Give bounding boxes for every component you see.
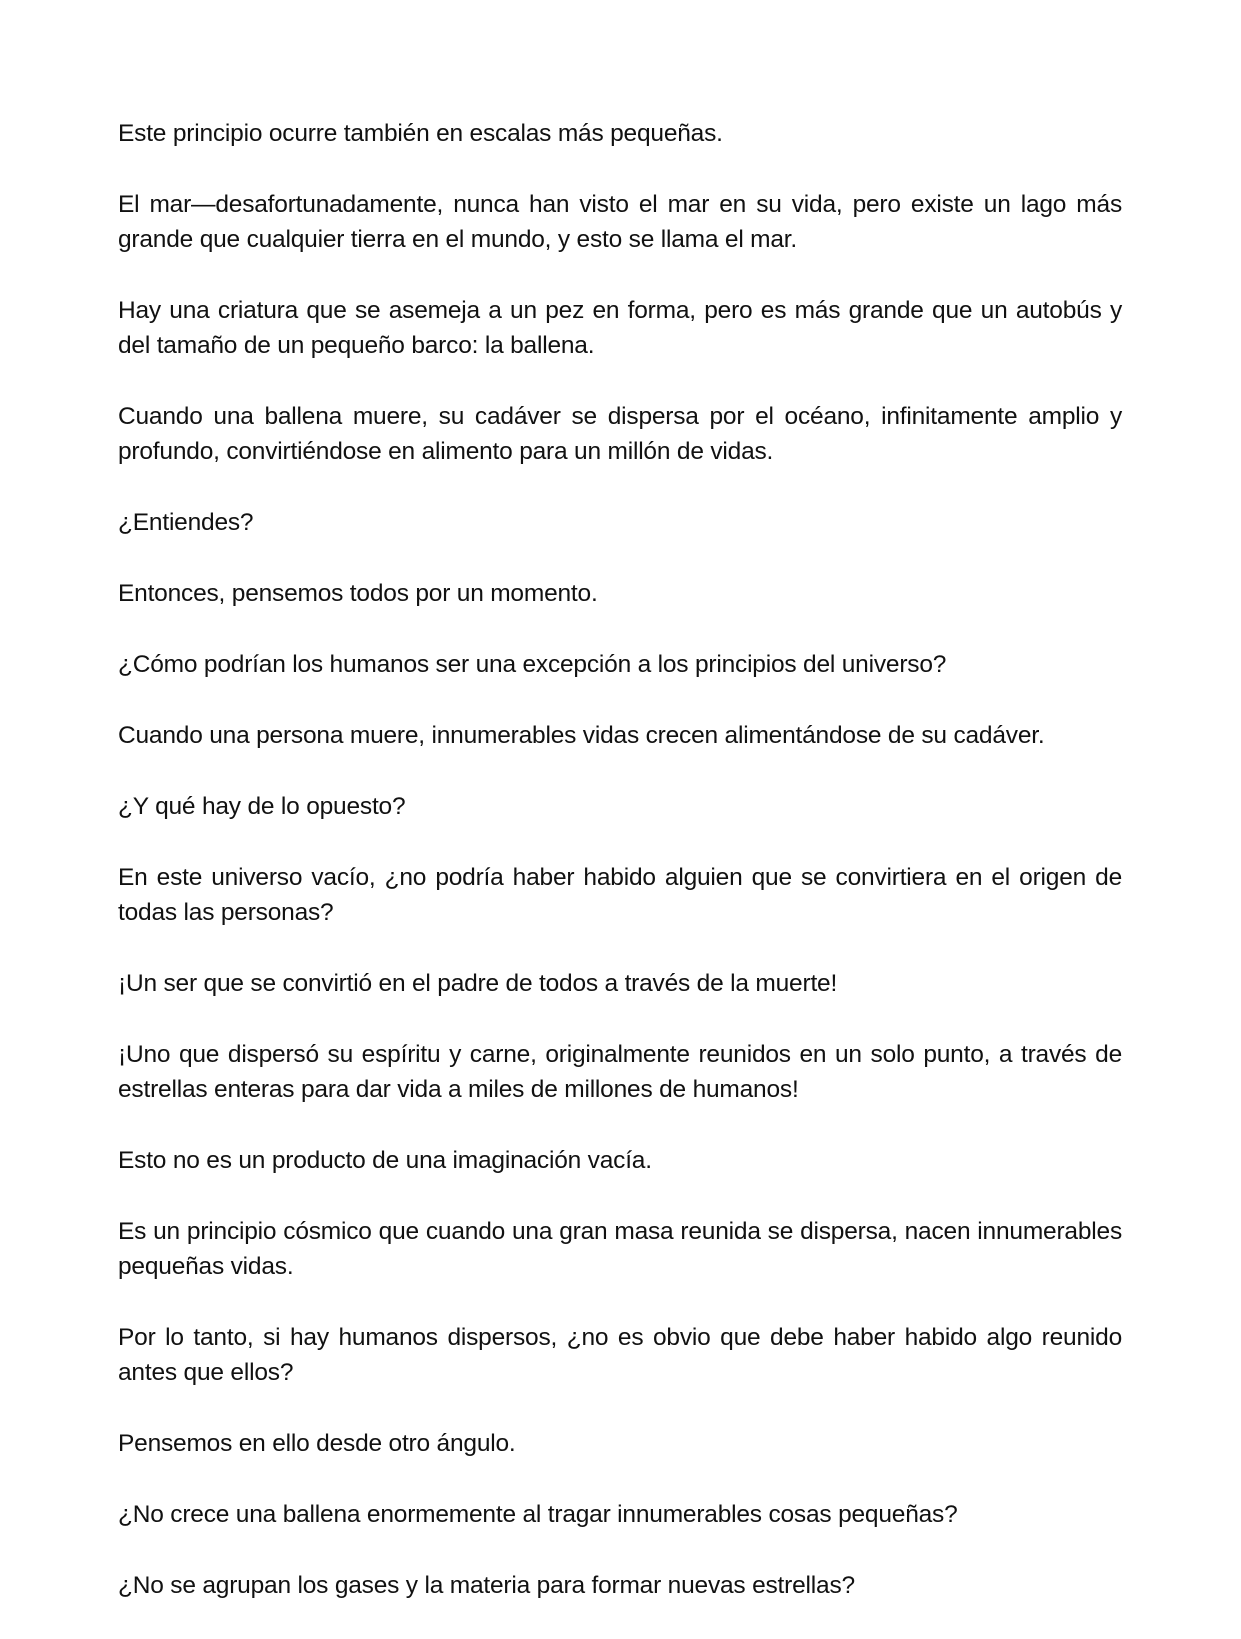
paragraph: Hay una criatura que se asemeja a un pez en forma, pero es más grande que un autobús y del tamaño de un pequeño barco: la ballena.: [118, 297, 1122, 359]
paragraph: ¡Un ser que se convirtió en el padre de todos a través de la muerte!: [118, 970, 838, 997]
paragraph: ¡Uno que dispersó su espíritu y carne, originalmente reunidos en un solo punto, a través de estrellas enteras para dar vida a miles de millones de humanos!: [118, 1041, 1122, 1103]
document-body: [118, 116, 1122, 1639]
paragraph: Esto no es un producto de una imaginación vacía.: [118, 1147, 652, 1174]
paragraph: Cuando una persona muere, innumerables vidas crecen alimentándose de su cadáver.: [118, 722, 1045, 749]
paragraph: ¿Cómo podrían los humanos ser una excepción a los principios del universo?: [118, 651, 947, 678]
paragraph: Este principio ocurre también en escalas más pequeñas.: [118, 120, 723, 147]
paragraph: Entonces, pensemos todos por un momento.: [118, 580, 598, 607]
paragraph: Por lo tanto, si hay humanos dispersos, ¿no es obvio que debe haber habido algo reunido antes que ellos?: [118, 1324, 1122, 1386]
paragraph: Es un principio cósmico que cuando una gran masa reunida se dispersa, nacen innumerables pequeñas vidas.: [118, 1218, 1122, 1280]
paragraph: ¿No se agrupan los gases y la materia para formar nuevas estrellas?: [118, 1572, 855, 1599]
paragraph: Pensemos en ello desde otro ángulo.: [118, 1430, 516, 1457]
paragraph: El mar—desafortunadamente, nunca han visto el mar en su vida, pero existe un lago más grande que cualquier tierra en el mundo, y esto se llama el mar.: [118, 191, 1122, 253]
paragraph: ¿Entiendes?: [118, 509, 254, 536]
paragraph: En este universo vacío, ¿no podría haber habido alguien que se convirtiera en el origen de todas las personas?: [118, 864, 1122, 926]
paragraph: ¿Y qué hay de lo opuesto?: [118, 793, 406, 820]
paragraph: ¿No crece una ballena enormemente al tragar innumerables cosas pequeñas?: [118, 1501, 958, 1528]
paragraph: Cuando una ballena muere, su cadáver se dispersa por el océano, infinitamente amplio y profundo, convirtiéndose en alimento para un millón de vidas.: [118, 403, 1122, 465]
